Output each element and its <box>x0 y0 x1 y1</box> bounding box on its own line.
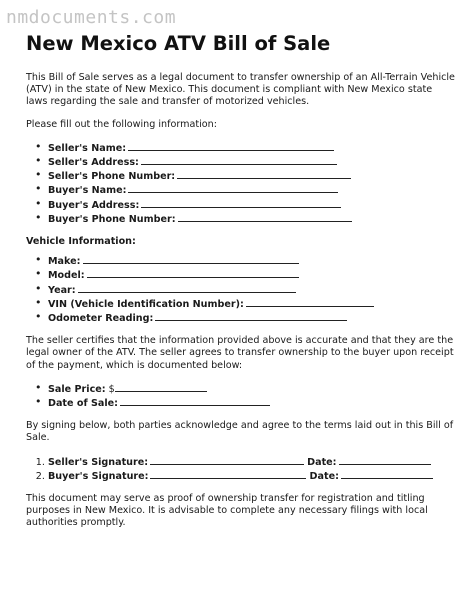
seller-signature-line[interactable] <box>150 455 304 465</box>
sale-fields-list <box>26 382 456 410</box>
year-line[interactable] <box>78 283 296 293</box>
buyer-signature-line[interactable] <box>150 469 306 479</box>
signatures-list <box>26 455 456 483</box>
sale-date-line[interactable] <box>120 396 270 406</box>
sale-price-line[interactable] <box>115 382 207 392</box>
seller-signature-row: 1. Seller's Signature: Date: <box>48 455 456 469</box>
field-buyer-address: • Buyer's Address: <box>48 198 456 212</box>
field-buyer-phone: • Buyer's Phone Number: <box>48 212 456 226</box>
document-page <box>26 32 456 540</box>
vehicle-heading: Vehicle Information: <box>26 236 136 248</box>
page-title: New Mexico ATV Bill of Sale <box>26 32 331 55</box>
buyer-phone-line[interactable] <box>178 212 352 222</box>
seller-date-line[interactable] <box>339 455 431 465</box>
buyer-address-line[interactable] <box>141 198 341 208</box>
party-fields-list <box>26 141 456 226</box>
field-seller-name: • Seller's Name: <box>48 141 456 155</box>
field-odometer: • Odometer Reading: <box>48 311 456 325</box>
field-seller-phone: • Seller's Phone Number: <box>48 169 456 183</box>
acknowledge-paragraph: By signing below, both parties acknowledge and agree to the terms laid out in this Bill of Sale. <box>26 420 454 444</box>
vin-line[interactable] <box>246 297 374 307</box>
currency-symbol: $ <box>108 383 115 395</box>
buyer-name-line[interactable] <box>128 183 338 193</box>
watermark-logo: nmdocuments.com <box>6 7 177 28</box>
field-make: • Make: <box>48 254 456 268</box>
intro-paragraph: This Bill of Sale serves as a legal document to transfer ownership of an All-Terrain Vehicle (ATV) in the state of New Mexico. This document is compliant with New Mexico state laws regarding the sale and transfer of motorized vehicles. <box>26 72 455 108</box>
seller-address-line[interactable] <box>141 155 337 165</box>
closing-paragraph: This document may serve as proof of ownership transfer for registration and titling purposes in New Mexico. It is advisable to complete any necessary filings with local authorities promptly. <box>26 493 428 529</box>
field-model: • Model: <box>48 268 456 282</box>
field-buyer-name: • Buyer's Name: <box>48 183 456 197</box>
field-sale-price: • Sale Price: $ <box>48 382 456 396</box>
seller-phone-line[interactable] <box>177 169 351 179</box>
field-seller-address: • Seller's Address: <box>48 155 456 169</box>
model-line[interactable] <box>87 268 299 278</box>
odometer-line[interactable] <box>155 311 347 321</box>
make-line[interactable] <box>83 254 299 264</box>
certify-paragraph: The seller certifies that the information provided above is accurate and that they are the legal owner of the ATV. The seller agrees to transfer ownership to the buyer upon receipt of the payment, which is documented below: <box>26 335 454 371</box>
field-vin: • VIN (Vehicle Identification Number): <box>48 297 456 311</box>
fill-prompt: Please fill out the following information: <box>26 118 217 130</box>
seller-name-line[interactable] <box>128 141 334 151</box>
field-sale-date: • Date of Sale: <box>48 396 456 410</box>
vehicle-fields-list <box>26 254 456 325</box>
buyer-date-line[interactable] <box>341 469 433 479</box>
field-year: • Year: <box>48 283 456 297</box>
buyer-signature-row: 2. Buyer's Signature: Date: <box>48 469 456 483</box>
